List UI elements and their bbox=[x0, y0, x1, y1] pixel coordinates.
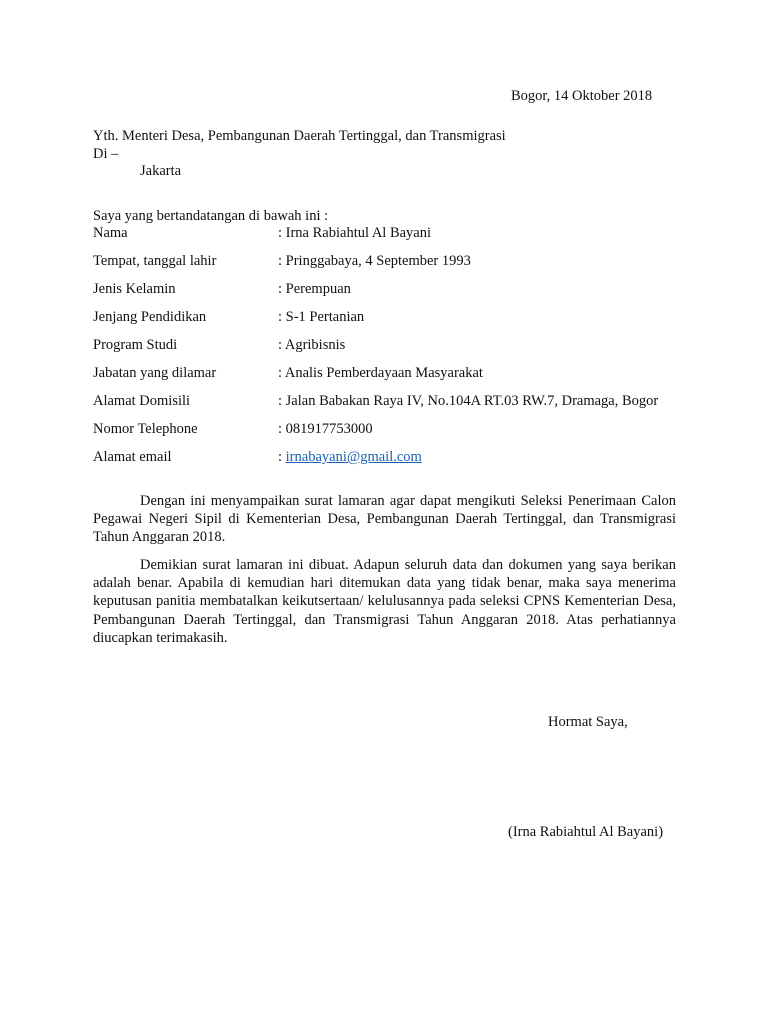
field-label: Nama bbox=[93, 225, 128, 241]
body-paragraph-1: Dengan ini menyampaikan surat lamaran agar dapat mengikuti Seleksi Penerimaan Calon Pegawai Negeri Sipil di Kementerian Desa, Pembangunan Daerah Tertinggal, dan Transmigrasi Tahun Anggaran 2018. bbox=[93, 493, 676, 546]
field-row-birth bbox=[93, 252, 683, 270]
field-row-gender bbox=[93, 280, 683, 298]
field-value: : Pringgabaya, 4 September 1993 bbox=[278, 253, 471, 269]
field-value: : S-1 Pertanian bbox=[278, 309, 365, 325]
field-row-address bbox=[93, 392, 683, 410]
field-label: Nomor Telephone bbox=[93, 421, 198, 437]
closing-salutation: Hormat Saya, bbox=[548, 714, 628, 730]
email-link[interactable]: irnabayani@gmail.com bbox=[285, 449, 422, 465]
field-row-study-program bbox=[93, 336, 683, 354]
field-value: : Irna Rabiahtul Al Bayani bbox=[278, 225, 432, 241]
recipient-line-2: Di – bbox=[93, 146, 119, 162]
field-row-name bbox=[93, 224, 683, 242]
field-row-email bbox=[93, 448, 683, 466]
field-label: Jenjang Pendidikan bbox=[93, 309, 207, 325]
recipient-line-1: Yth. Menteri Desa, Pembangunan Daerah Tertinggal, dan Transmigrasi bbox=[93, 128, 506, 144]
field-label: Jenis Kelamin bbox=[93, 281, 176, 297]
field-value: : Perempuan bbox=[278, 281, 351, 297]
letter-date: Bogor, 14 Oktober 2018 bbox=[511, 88, 653, 104]
field-label: Jabatan yang dilamar bbox=[93, 365, 217, 381]
field-label: Tempat, tanggal lahir bbox=[93, 253, 217, 269]
field-row-position bbox=[93, 364, 683, 382]
field-value: : Analis Pemberdayaan Masyarakat bbox=[278, 365, 483, 381]
body-paragraph-2: Demikian surat lamaran ini dibuat. Adapun seluruh data dan dokumen yang saya berikan adalah benar. Apabila di kemudian hari ditemukan data yang tidak benar, maka saya menerima keputusan panitia membatalkan keikutsertaan/ kelulusannya pada seleksi CPNS Kementerian Desa, Pembangunan Daerah Tertinggal, dan Transmigrasi Tahun Anggaran 2018. Atas perhatiannya diucapkan terimakasih. bbox=[93, 557, 676, 646]
signature-name: (Irna Rabiahtul Al Bayani) bbox=[508, 824, 664, 840]
field-label: Program Studi bbox=[93, 337, 178, 353]
intro-text: Saya yang bertandatangan di bawah ini : bbox=[93, 208, 329, 224]
field-value bbox=[278, 448, 683, 466]
recipient-city: Jakarta bbox=[140, 163, 182, 179]
field-label: Alamat email bbox=[93, 449, 172, 465]
field-row-phone bbox=[93, 420, 683, 438]
field-value: : Agribisnis bbox=[278, 337, 346, 353]
field-row-education bbox=[93, 308, 683, 326]
field-value: : Jalan Babakan Raya IV, No.104A RT.03 RW.7, Dramaga, Bogor bbox=[278, 393, 659, 409]
field-label: Alamat Domisili bbox=[93, 393, 191, 409]
field-value-prefix: : bbox=[278, 449, 286, 465]
field-value: : 081917753000 bbox=[278, 421, 373, 437]
applicant-fields bbox=[93, 224, 683, 476]
